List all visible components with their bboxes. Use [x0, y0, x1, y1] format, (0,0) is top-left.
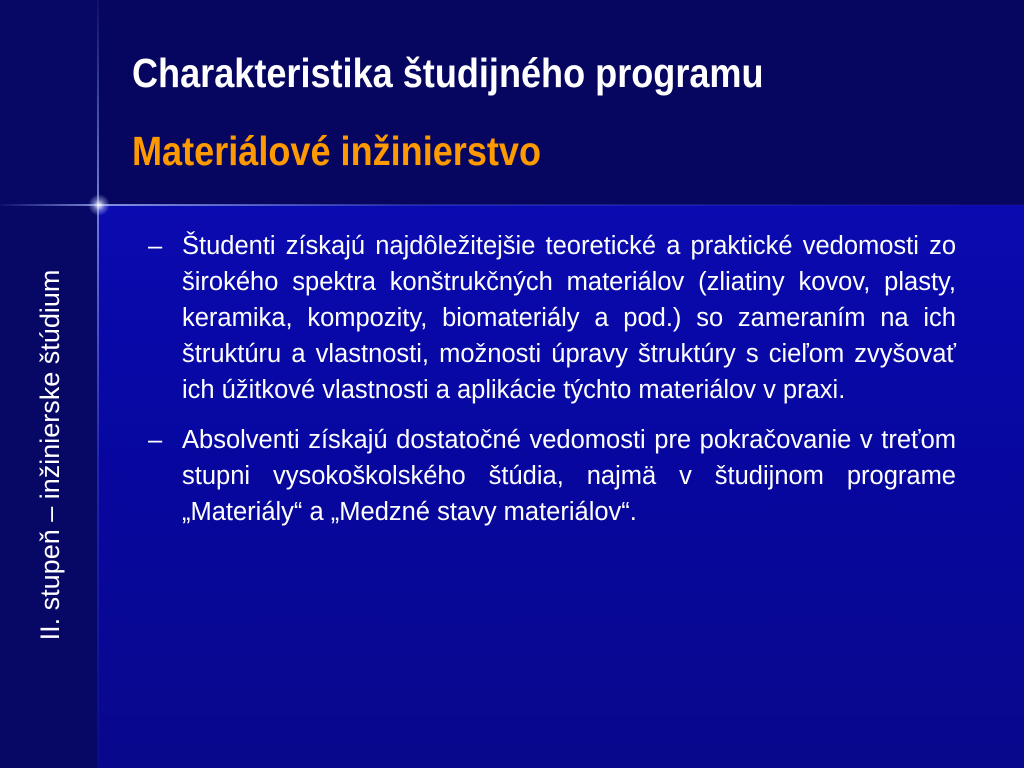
sparkle-decoration — [88, 194, 110, 216]
side-section-label: II. stupeň – inžinierske štúdium — [35, 269, 65, 641]
bullet-dash: – — [148, 426, 163, 454]
bullet-item — [144, 422, 956, 530]
bullet-dash: – — [148, 232, 163, 260]
bullet-item — [144, 228, 956, 408]
slide-title: Charakteristika študijného programu — [132, 50, 764, 96]
bullet-text: Absolventi získajú dostatočné vedomosti pre pokračovanie v treťom stupni vysokoškolského štúdia, najmä v študijnom programe „Materiály“ a „Medzné stavy materiálov“. — [182, 426, 956, 526]
horizontal-divider-line — [0, 204, 1024, 206]
slide-subtitle: Materiálové inžinierstvo — [132, 128, 542, 174]
vertical-divider-line — [97, 0, 99, 768]
bullet-text: Študenti získajú najdôležitejšie teoretické a praktické vedomosti zo širokého spektra konštrukčných materiálov (zliatiny kovov, plasty, keramika, kompozity, biomateriály a pod.) so zameraním na ich štruktúru a vlastnosti, možnosti úpravy štruktúry s cieľom zvyšovať ich úžitkové vlastnosti a aplikácie týchto materiálov v praxi. — [182, 232, 956, 404]
bullet-list — [144, 228, 956, 544]
